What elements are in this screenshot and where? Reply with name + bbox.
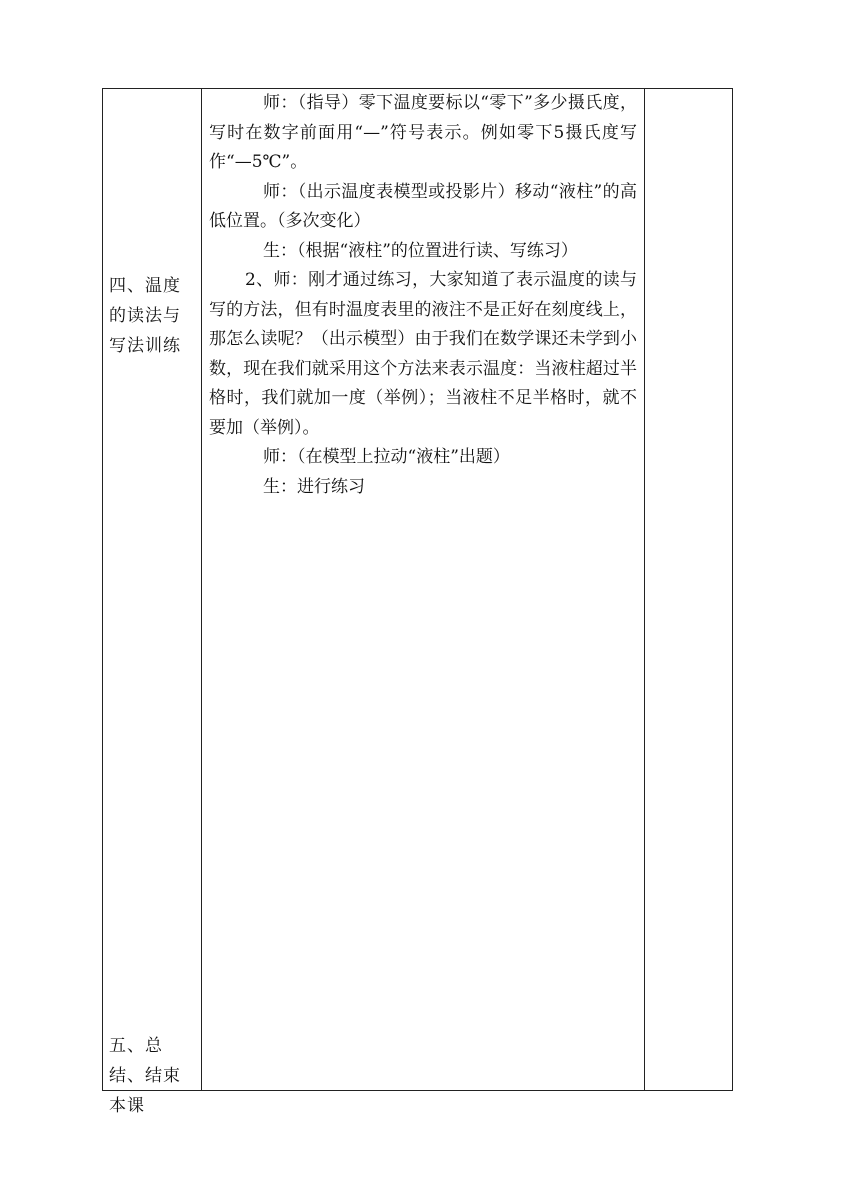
lesson-table bbox=[102, 88, 733, 1116]
content-paragraph: 师：（出示温度表模型或投影片）移动“液柱”的高低位置。（多次变化） bbox=[209, 181, 637, 231]
content-paragraph: 生：进行练习 bbox=[263, 476, 365, 497]
content-paragraph: 师：（在模型上拉动“液柱”出题） bbox=[263, 447, 510, 467]
column-divider bbox=[644, 89, 645, 1090]
column-divider bbox=[201, 89, 202, 1090]
content-paragraph: 2、师：刚才通过练习，大家知道了表示温度的读与写的方法，但有时温度表里的液注不是正好在刻度线上，那怎么读呢？（出示模型）由于我们在数学课还未学到小数，现在我们就采用这个方法来表示温度：当液柱超过半格时，我们就加一度（举例）；当液柱不足半格时，就不要加（举例）。 bbox=[209, 270, 637, 438]
section-label-4: 四、温度的读法与写法训练 bbox=[109, 276, 181, 356]
content-paragraph: 师：（指导）零下温度要标以“零下”多少摄氏度，写时在数字前面用“—”符号表示。例如零下5摄氏度写作“—5℃”。 bbox=[209, 93, 637, 172]
lesson-content bbox=[209, 89, 637, 502]
content-paragraph: 生：（根据“液柱”的位置进行读、写练习） bbox=[263, 240, 578, 261]
section-label-5: 五、总结、结束本课 bbox=[109, 1036, 181, 1116]
